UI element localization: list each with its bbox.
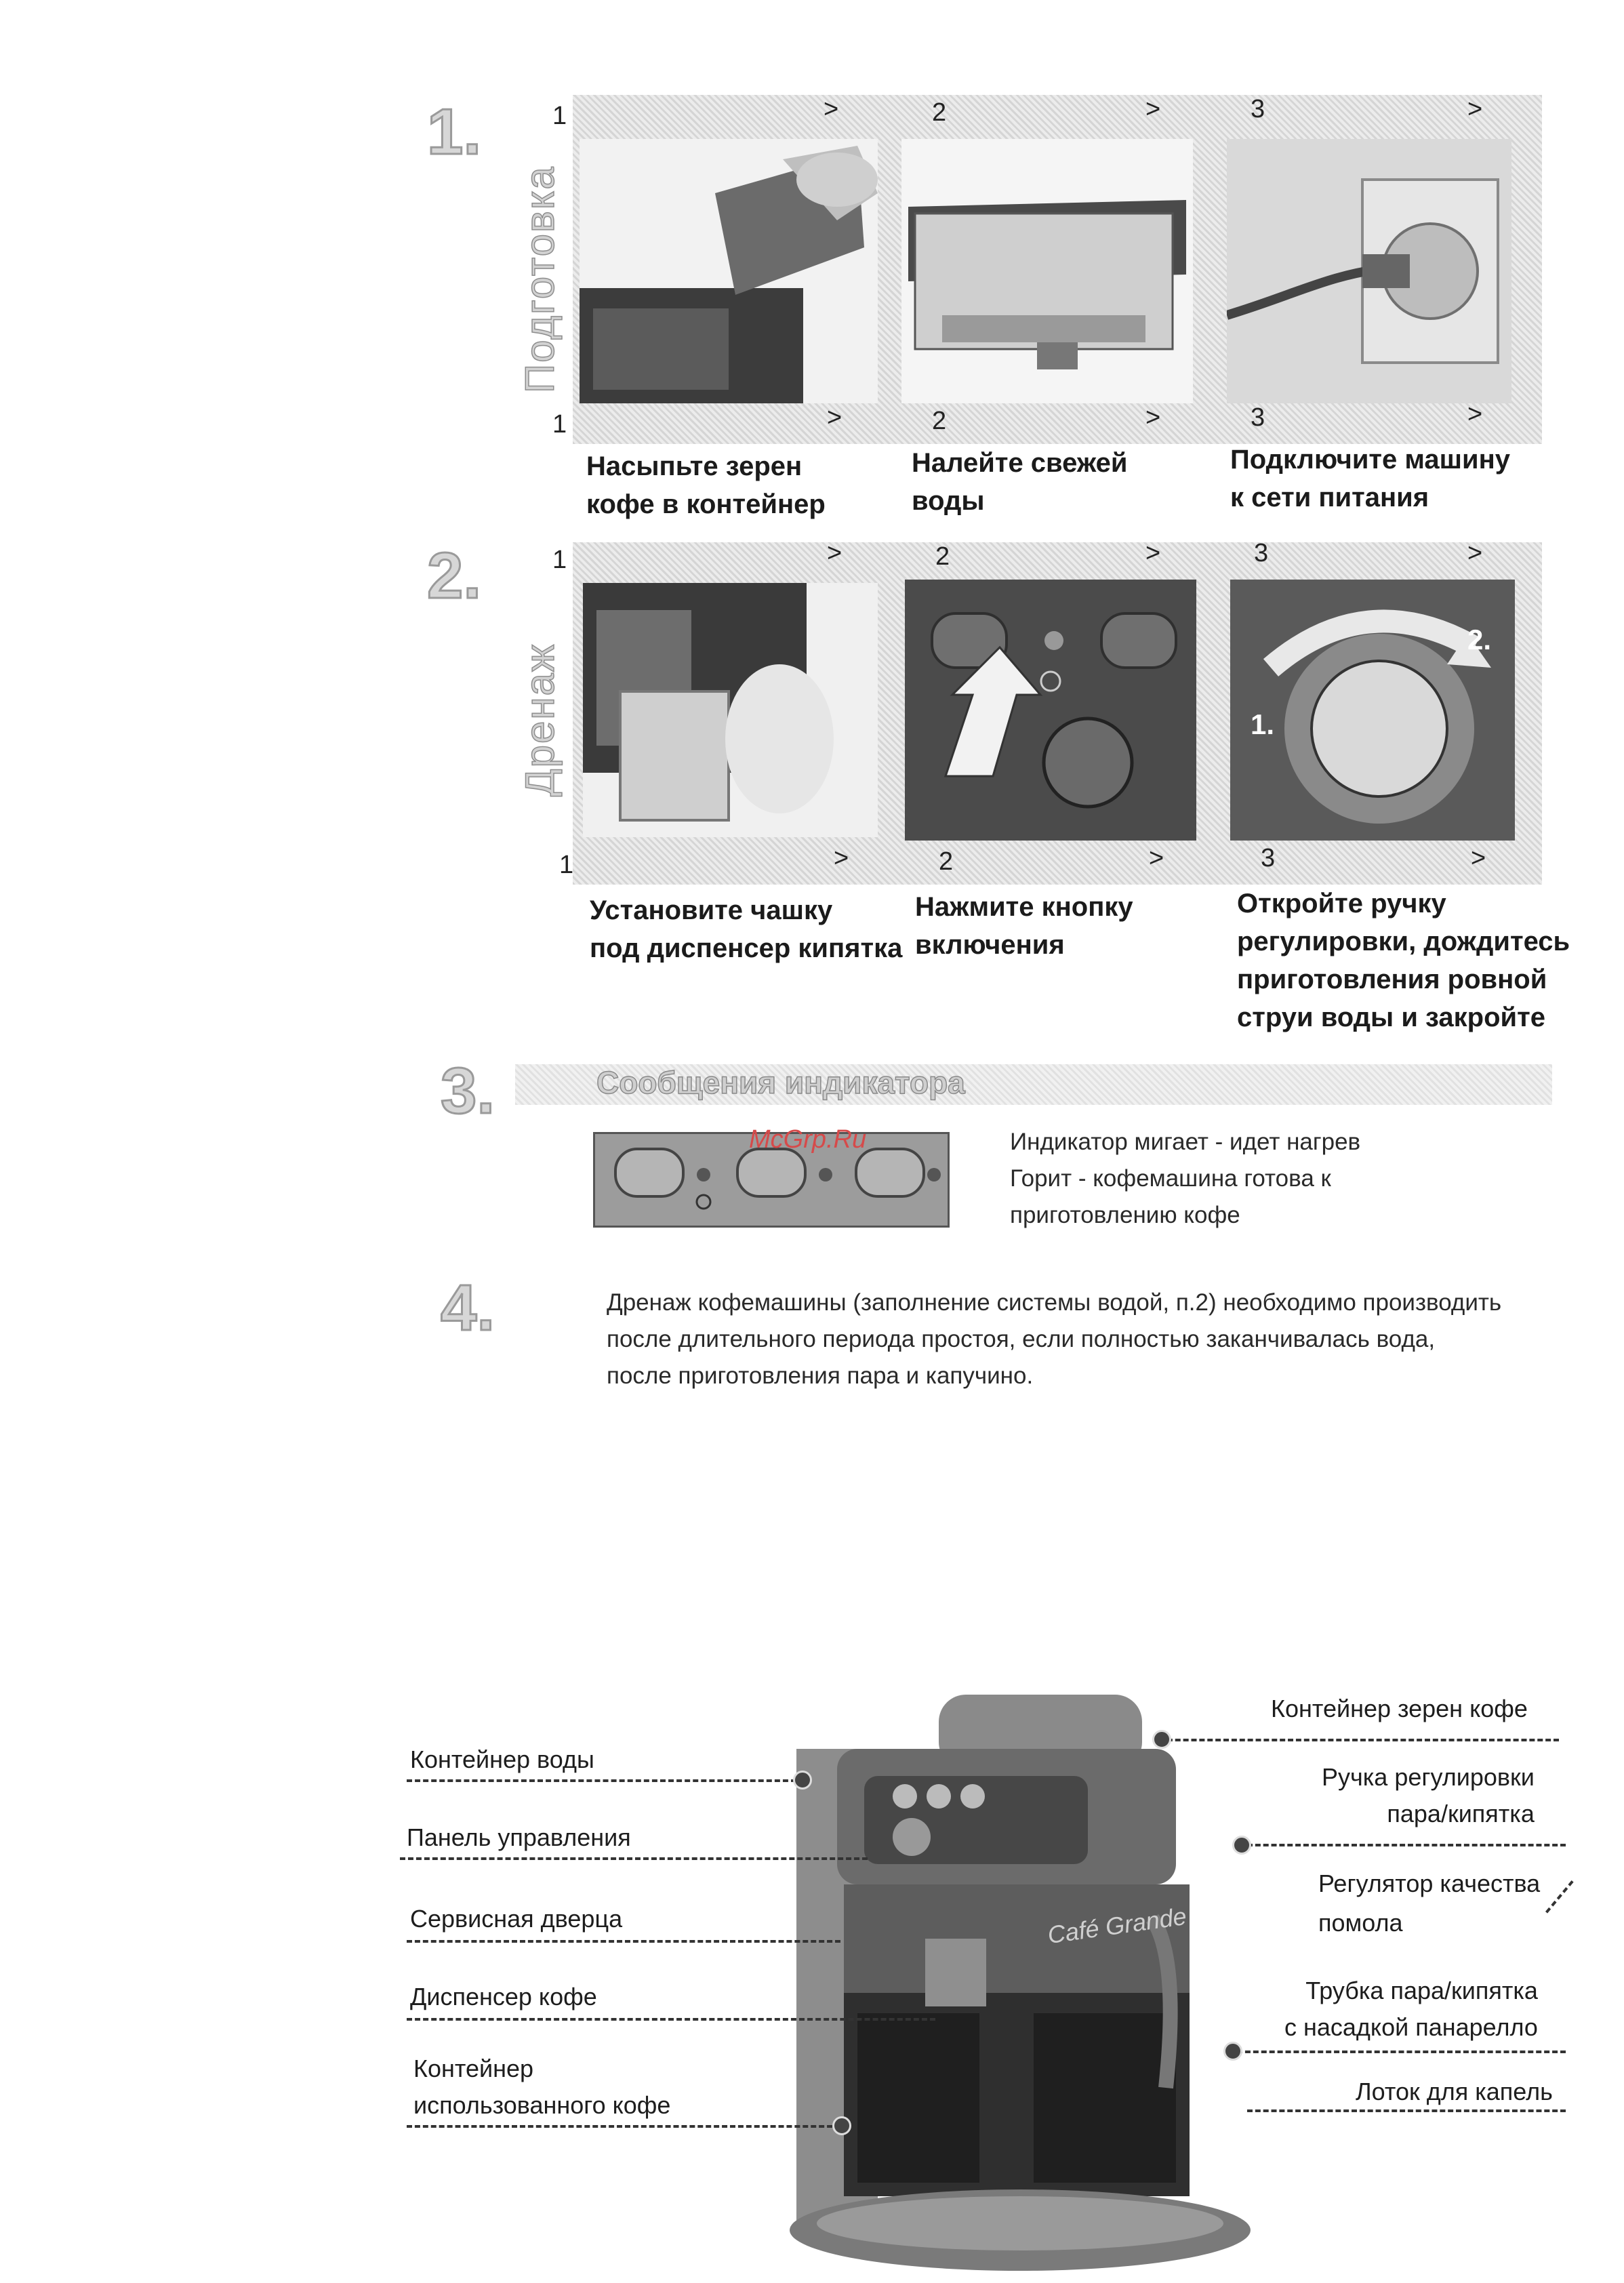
frame-2-3-arrow-top: >	[1467, 539, 1483, 567]
frame-1-2-num-bottom: 2	[932, 407, 947, 435]
label-grounds-container: Контейнер использованного кофе	[413, 2055, 671, 2119]
frame-1-1-num-top: 1	[552, 102, 567, 130]
section-4-text: Дренаж кофемашины (заполнение системы водой, п.2) необходимо производить после длительного периода простоя, если полностью заканчивалась вода, после приготовления пара и капучино.	[607, 1289, 1502, 1389]
watermark: McGrp.Ru	[749, 1125, 867, 1154]
leader-grind-regulator	[1545, 1880, 1574, 1914]
pin-water-container	[793, 1771, 812, 1790]
frame-1-2-arrow-top: >	[1145, 95, 1161, 123]
section-3-number: 3.	[441, 1055, 495, 1127]
photo-fill-water	[901, 139, 1193, 403]
label-bean-container: Контейнер зерен кофе	[1271, 1695, 1528, 1722]
label-steam-tube: Трубка пара/кипятка с насадкой панарелло	[1284, 1977, 1538, 2041]
section-2-number: 2.	[427, 540, 482, 612]
frame-2-1-num-top: 1	[552, 546, 567, 574]
frame-2-3-arrow-bottom: >	[1471, 844, 1486, 872]
photo-fill-beans	[580, 139, 878, 403]
leader-bean-container	[1159, 1739, 1559, 1741]
caption-1-3: Подключите машину к сети питания	[1230, 445, 1511, 512]
frame-1-3-arrow-bottom: >	[1467, 400, 1483, 428]
frame-2-3-num-bottom: 3	[1261, 844, 1276, 872]
label-water-container: Контейнер воды	[410, 1745, 594, 1773]
label-grind-regulator: Регулятор качества помола	[1318, 1870, 1541, 1937]
caption-2-2: Нажмите кнопку включения	[915, 892, 1133, 960]
pin-bean-container	[1152, 1730, 1171, 1749]
knob-step-1-mark: 1.	[1251, 708, 1275, 740]
frame-1-1-arrow-top: >	[824, 95, 839, 123]
leader-steam-tube	[1237, 2050, 1566, 2053]
frame-1-3-num-bottom: 3	[1251, 403, 1265, 432]
section-2-title: Дренаж	[517, 643, 563, 796]
photo-cup-under-dispenser	[583, 583, 878, 837]
indicator-description: Индикатор мигает - идет нагрев Горит - кофемашина готова к приготовлению кофе	[1010, 1129, 1361, 1228]
pin-steam-knob	[1232, 1836, 1251, 1855]
frame-1-3-num-top: 3	[1251, 95, 1265, 123]
caption-1-2: Налейте свежей воды	[912, 448, 1128, 516]
leader-steam-knob	[1247, 1844, 1566, 1846]
frame-1-1-arrow-bottom: >	[827, 403, 843, 432]
knob-step-2-mark: 2.	[1467, 624, 1492, 655]
section-1-title: Подготовка	[517, 165, 563, 393]
leader-coffee-dispenser	[407, 2018, 935, 2021]
label-control-panel: Панель управления	[407, 1823, 631, 1851]
frame-2-2-num-bottom: 2	[939, 847, 954, 876]
brand-logo: Café Grande	[1046, 1901, 1188, 1949]
frame-1-2-arrow-bottom: >	[1145, 403, 1161, 432]
photo-steam-knob	[1230, 580, 1515, 841]
pin-grounds-container	[832, 2116, 851, 2135]
frame-2-2-arrow-top: >	[1145, 539, 1161, 567]
frame-2-1-arrow-bottom: >	[834, 844, 849, 872]
frame-2-3-num-top: 3	[1254, 539, 1269, 567]
label-coffee-dispenser: Диспенсер кофе	[410, 1983, 597, 2011]
leader-grounds-container	[407, 2125, 840, 2128]
caption-1-1: Насыпьте зерен кофе в контейнер	[586, 451, 826, 519]
label-service-door: Сервисная дверца	[410, 1905, 623, 1933]
frame-1-1-num-bottom: 1	[552, 410, 567, 439]
photo-plug-in	[1227, 139, 1511, 403]
leader-drip-tray	[1247, 2109, 1566, 2112]
frame-2-1-num-bottom: 1	[559, 851, 574, 879]
caption-2-3: Откройте ручку регулировки, дождитесь приготовления ровной струи воды и закройте	[1237, 889, 1570, 1032]
label-steam-knob: Ручка регулировки пара/кипятка	[1322, 1763, 1535, 1827]
photo-power-button	[905, 580, 1196, 841]
frame-2-1-arrow-top: >	[827, 539, 843, 567]
section-4-number: 4.	[441, 1272, 495, 1344]
frame-1-3-arrow-top: >	[1467, 95, 1483, 123]
section-3-title: Сообщения индикатора	[596, 1065, 965, 1100]
leader-water-container	[407, 1779, 796, 1782]
frame-1-2-num-top: 2	[932, 98, 947, 127]
coffee-machine-illustration	[776, 1695, 1264, 2278]
leader-control-panel	[400, 1857, 868, 1860]
pin-steam-tube	[1223, 2042, 1242, 2061]
caption-2-1: Установите чашку под диспенсер кипятка	[590, 895, 903, 963]
label-drip-tray: Лоток для капель	[1356, 2078, 1553, 2105]
section-1-number: 1.	[427, 96, 482, 168]
leader-service-door	[407, 1940, 840, 1943]
frame-2-2-num-top: 2	[935, 542, 950, 571]
frame-2-2-arrow-bottom: >	[1149, 844, 1164, 872]
